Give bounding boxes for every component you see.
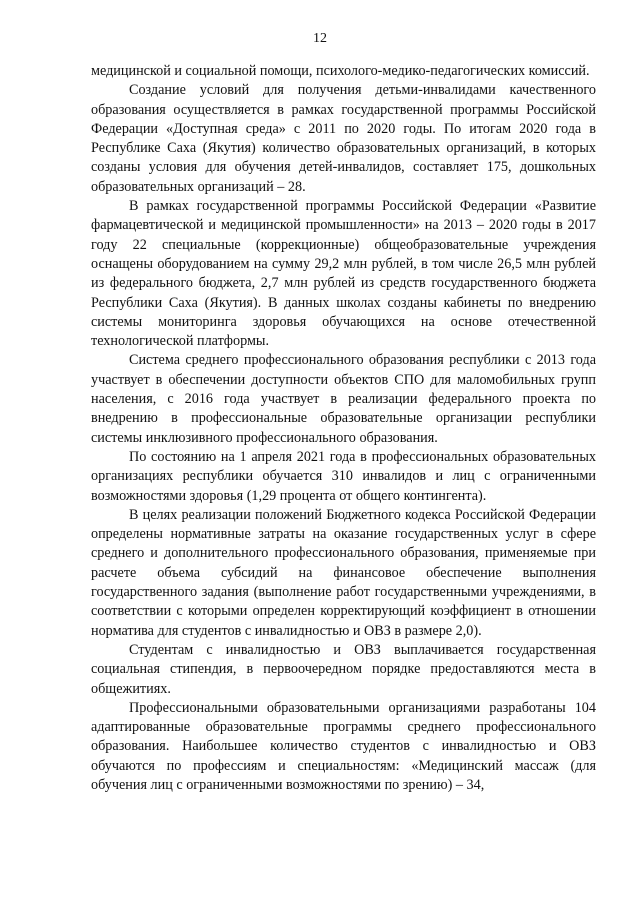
paragraph-enrollment-stats: По состоянию на 1 апреля 2021 года в профессиональных образовательных организациях республики обучается 310 инвалидов и лиц с ограниченными возможностями здоровья (1,29 процента от общего контингента).: [91, 448, 596, 504]
paragraph-accessible-environment: Создание условий для получения детьми-инвалидами качественного образования осуществляется в рамках государственной программы Российской Федерации «Доступная среда» с 2011 по 2020 годы. По итогам 2020 года в Республике Саха (Якутия) количество образовательных организаций, в которых созданы условия для обучения детей-инвалидов, составляет 175, дошкольных образовательных организаций – 28.: [91, 82, 596, 195]
paragraph-spo-system: Система среднего профессионального образования республики с 2013 года участвует в обеспечении доступности объектов СПО для маломобильных групп населения, с 2016 года участвует в реализации федерального проекта по внедрению в профессиональные образовательные организации республики системы инклюзивного профессионального образования.: [91, 352, 596, 446]
paragraph-continuation: медицинской и социальной помощи, психолого-медико-педагогических комиссий.: [91, 63, 590, 79]
paragraph-pharma-program: В рамках государственной программы Российской Федерации «Развитие фармацевтической и медицинской промышленности» на 2013 – 2020 годы в 2017 году 22 специальные (коррекционные) общеобразовательные учреждения оснащены оборудованием на сумму 29,2 млн рублей, в том числе 26,5 млн рублей из федерального бюджета, 2,7 млн рублей из средств государственного бюджета Республики Саха (Якутия). В данных школах созданы кабинеты по внедрению системы мониторинга здоровья обучающихся на основе отечественной технологической платформы.: [91, 198, 596, 350]
page-number: 12: [313, 31, 327, 46]
paragraph-scholarship: Студентам с инвалидностью и ОВЗ выплачивается государственная социальная стипендия, в первоочередном порядке предоставляются места в общежитиях.: [91, 641, 596, 697]
paragraph-adapted-programs: Профессиональными образовательными организациями разработаны 104 адаптированные образовательные программы среднего профессионального образования. Наибольшее количество студентов с инвалидностью и ОВЗ обучаются по профессиям и специальностям: «Медицинский массаж (для обучения лиц с ограниченными возможностями по зрению) – 34,: [91, 699, 596, 793]
document-body: [91, 62, 596, 795]
paragraph-budget-code: В целях реализации положений Бюджетного кодекса Российской Федерации определены нормативные затраты на оказание государственных услуг в сфере среднего и дополнительного профессионального образования, применяемые при расчете объема субсидий на финансовое обеспечение выполнения государственного задания (выполнение работ государственными учреждениями, в соответствии с которыми определен корректирующий коэффициент в отношении норматива для студентов с инвалидностью и ОВЗ в размере 2,0).: [91, 506, 596, 639]
